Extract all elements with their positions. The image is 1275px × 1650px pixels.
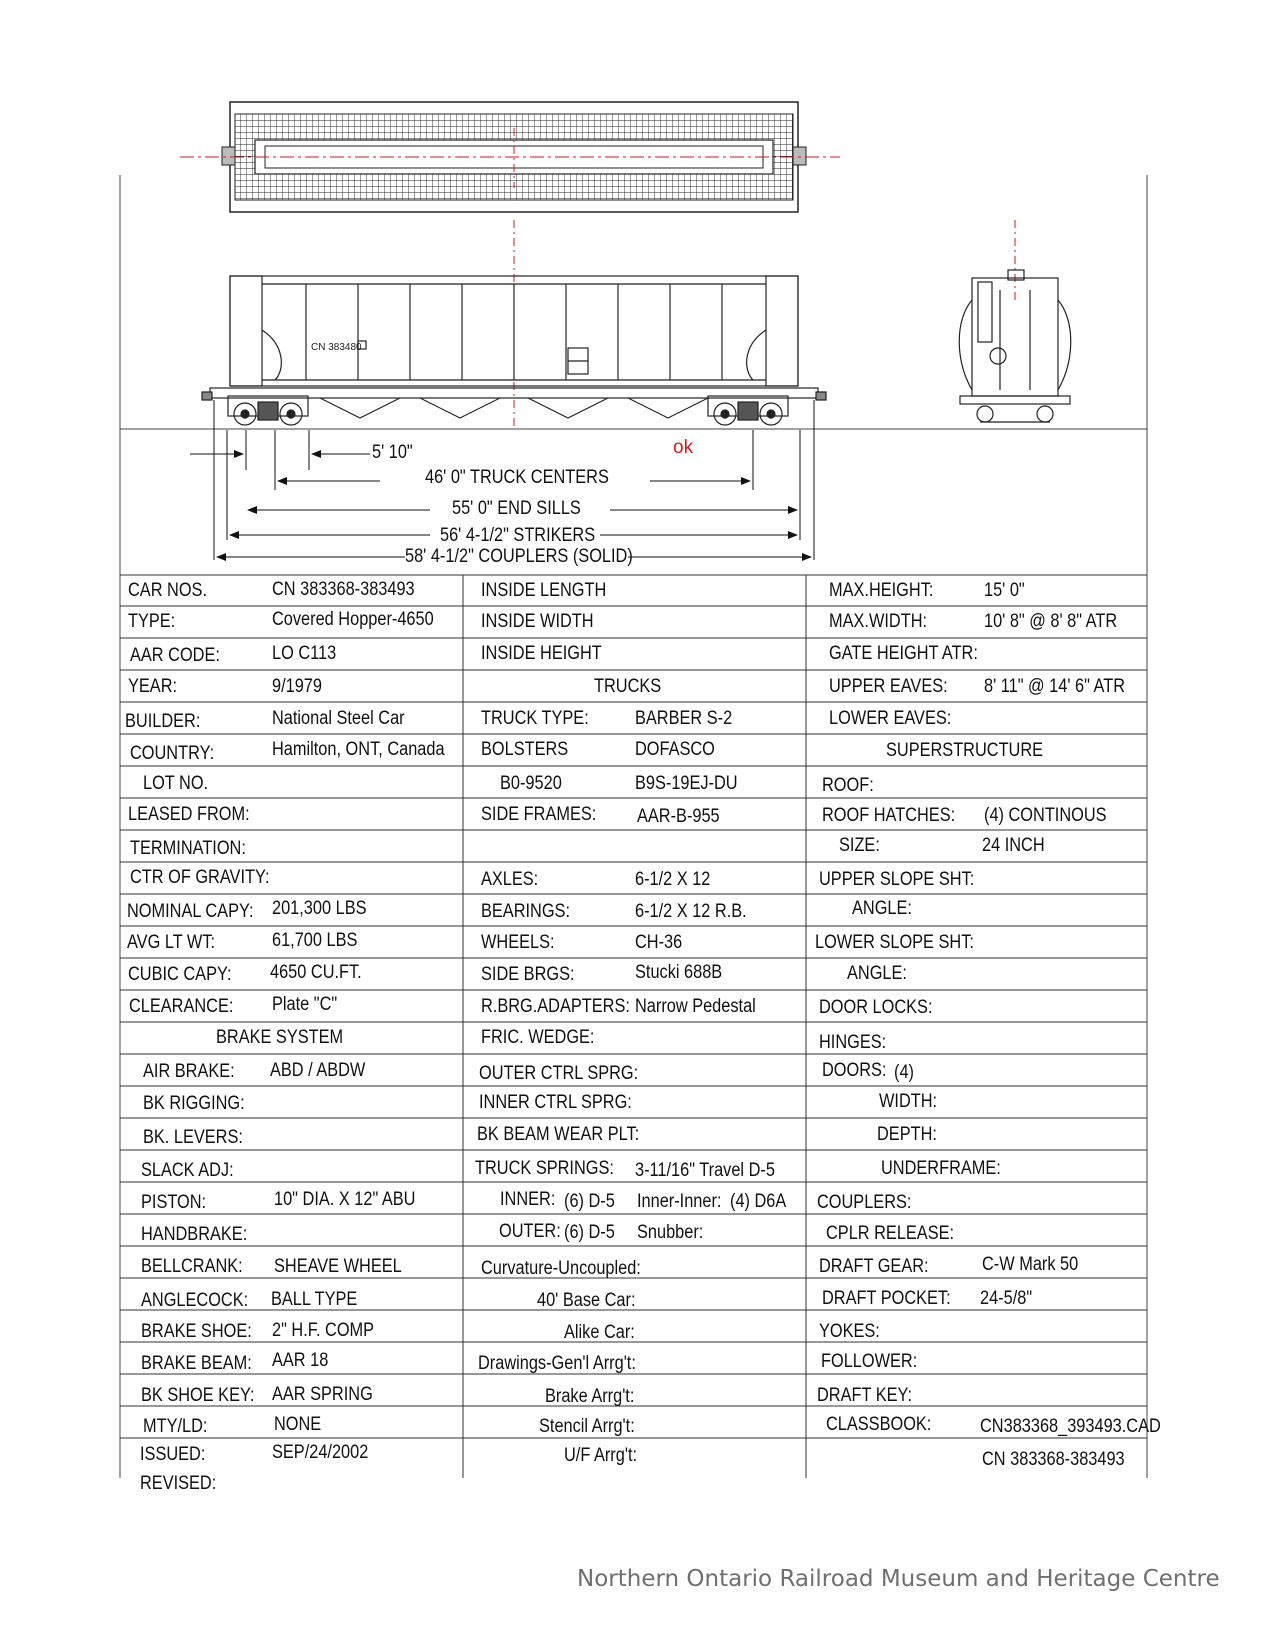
drawings-gen-label: Drawings-Gen'l Arrg't: xyxy=(478,1353,636,1374)
trucks-heading: TRUCKS xyxy=(594,676,662,697)
axles-label: AXLES: xyxy=(481,869,539,890)
ok-mark: ok xyxy=(673,437,694,458)
piston-label: PISTON: xyxy=(141,1192,207,1213)
bolster-part-no: B0-9520 xyxy=(500,773,562,794)
roof-label: ROOF: xyxy=(822,775,874,796)
air-brake-label: AIR BRAKE: xyxy=(143,1061,235,1082)
leased-from-label: LEASED FROM: xyxy=(128,804,250,825)
snubber-label: Snubber: xyxy=(637,1222,704,1243)
dim-5-10: 5' 10" xyxy=(372,442,413,463)
country-value: Hamilton, ONT, Canada xyxy=(272,739,445,760)
lower-eaves-label: LOWER EAVES: xyxy=(829,708,952,729)
bellcrank-value: SHEAVE WHEEL xyxy=(274,1256,402,1277)
brake-shoe-label: BRAKE SHOE: xyxy=(141,1321,252,1342)
max-height-label: MAX.HEIGHT: xyxy=(829,580,934,601)
inner-inner-value: (4) D6A xyxy=(730,1191,787,1212)
dim-end-sills: 55' 0" END SILLS xyxy=(452,498,581,519)
bolsters-value: DOFASCO xyxy=(635,739,715,760)
max-height-value: 15' 0" xyxy=(984,580,1025,601)
classbook-label: CLASSBOOK: xyxy=(826,1414,932,1435)
wheels-label: WHEELS: xyxy=(481,932,555,953)
uf-arrgt-label: U/F Arrg't: xyxy=(564,1445,638,1466)
aar-code-label: AAR CODE: xyxy=(130,645,220,666)
bearings-value: 6-1/2 X 12 R.B. xyxy=(635,901,747,922)
side-brgs-value: Stucki 688B xyxy=(635,962,723,983)
draft-gear-value: C-W Mark 50 xyxy=(982,1254,1079,1275)
underframe-heading: UNDERFRAME: xyxy=(881,1158,1001,1179)
bk-rigging-label: BK RIGGING: xyxy=(143,1093,245,1114)
doors-value: (4) xyxy=(894,1062,914,1083)
inner-value: (6) D-5 xyxy=(564,1191,615,1212)
side-frames-value: AAR-B-955 xyxy=(637,806,720,827)
side-frames-label: SIDE FRAMES: xyxy=(481,804,597,825)
bk-levers-label: BK. LEVERS: xyxy=(143,1127,243,1148)
issued-value: SEP/24/2002 xyxy=(272,1442,369,1463)
upper-slope-sht-label: UPPER SLOPE SHT: xyxy=(819,869,975,890)
roof-hatches-label: ROOF HATCHES: xyxy=(822,805,956,826)
truck-type-value: BARBER S-2 xyxy=(635,708,733,729)
plan-view xyxy=(180,102,840,212)
piston-value: 10" DIA. X 12" ABU xyxy=(274,1189,416,1210)
cplr-release-label: CPLR RELEASE: xyxy=(826,1223,955,1244)
upper-eaves-label: UPPER EAVES: xyxy=(829,676,948,697)
issued-label: ISSUED: xyxy=(140,1444,206,1465)
upper-eaves-value: 8' 11" @ 14' 6" ATR xyxy=(984,676,1126,697)
curvature-label: Curvature-Uncoupled: xyxy=(481,1258,641,1279)
clearance-label: CLEARANCE: xyxy=(129,996,234,1017)
inside-height-label: INSIDE HEIGHT xyxy=(481,643,602,664)
aar-code-value: LO C113 xyxy=(272,643,337,664)
stencil-arrgt-label: Stencil Arrg't: xyxy=(539,1416,635,1437)
car-number-range: CN 383368-383493 xyxy=(982,1449,1125,1470)
dim-truck-centers: 46' 0" TRUCK CENTERS xyxy=(425,467,609,488)
bolster-part-value: B9S-19EJ-DU xyxy=(635,773,738,794)
air-brake-value: ABD / ABDW xyxy=(270,1060,366,1081)
dim-strikers: 56' 4-1/2" STRIKERS xyxy=(440,525,596,546)
car-nos-value: CN 383368-383493 xyxy=(272,579,415,600)
outer-ctrl-sprg-label: OUTER CTRL SPRG: xyxy=(479,1063,639,1084)
clearance-value: Plate "C" xyxy=(272,994,338,1015)
inner-inner-label: Inner-Inner: xyxy=(637,1191,722,1212)
roof-hatches-value: (4) CONTINOUS xyxy=(984,805,1107,826)
r-brg-adapters-label: R.BRG.ADAPTERS: xyxy=(481,996,630,1017)
doors-label: DOORS: xyxy=(822,1060,887,1081)
yokes-label: YOKES: xyxy=(819,1321,880,1342)
bk-beam-wear-plt-label: BK BEAM WEAR PLT: xyxy=(477,1124,640,1145)
brake-shoe-value: 2" H.F. COMP xyxy=(272,1320,375,1341)
side-brgs-label: SIDE BRGS: xyxy=(481,964,575,985)
dim-couplers: 58' 4-1/2" COUPLERS (SOLID) xyxy=(405,546,633,567)
anglecock-label: ANGLECOCK: xyxy=(141,1290,249,1311)
mty-ld-value: NONE xyxy=(274,1414,322,1435)
slack-adj-label: SLACK ADJ: xyxy=(141,1160,234,1181)
ctr-gravity-label: CTR OF GRAVITY: xyxy=(130,867,270,888)
bellcrank-label: BELLCRANK: xyxy=(141,1256,243,1277)
alike-car-label: Alike Car: xyxy=(564,1322,635,1343)
hinges-label: HINGES: xyxy=(819,1032,887,1053)
bk-shoe-key-value: AAR SPRING xyxy=(272,1384,373,1405)
superstructure-heading: SUPERSTRUCTURE xyxy=(886,740,1044,761)
avg-lt-wt-label: AVG LT WT: xyxy=(127,932,216,953)
car-marking: CN 383480 xyxy=(311,342,362,353)
brake-beam-label: BRAKE BEAM: xyxy=(141,1353,252,1374)
cubic-capy-label: CUBIC CAPY: xyxy=(128,964,232,985)
classbook-value: CN383368_393493.CAD xyxy=(980,1416,1161,1437)
end-view xyxy=(959,220,1071,422)
nominal-capy-value: 201,300 LBS xyxy=(272,898,367,919)
inner-ctrl-sprg-label: INNER CTRL SPRG: xyxy=(479,1092,632,1113)
avg-lt-wt-value: 61,700 LBS xyxy=(272,930,358,951)
year-label: YEAR: xyxy=(128,676,178,697)
brake-system-heading: BRAKE SYSTEM xyxy=(216,1027,344,1048)
angle-2-label: ANGLE: xyxy=(847,963,907,984)
base-car-label: 40' Base Car: xyxy=(537,1290,636,1311)
follower-label: FOLLOWER: xyxy=(821,1351,918,1372)
brake-arrgt-label: Brake Arrg't: xyxy=(545,1386,635,1407)
type-label: TYPE: xyxy=(128,611,176,632)
max-width-value: 10' 8" @ 8' 8" ATR xyxy=(984,611,1118,632)
bearings-label: BEARINGS: xyxy=(481,901,570,922)
outer-label: OUTER: xyxy=(499,1221,561,1242)
termination-label: TERMINATION: xyxy=(130,838,246,859)
builder-label: BUILDER: xyxy=(125,711,201,732)
width-label: WIDTH: xyxy=(879,1091,938,1112)
depth-label: DEPTH: xyxy=(877,1124,937,1145)
cubic-capy-value: 4650 CU.FT. xyxy=(270,962,362,983)
side-view xyxy=(202,220,826,430)
wheels-value: CH-36 xyxy=(635,932,683,953)
lot-no-label: LOT NO. xyxy=(143,773,209,794)
fric-wedge-label: FRIC. WEDGE: xyxy=(481,1027,595,1048)
builder-value: National Steel Car xyxy=(272,708,405,729)
couplers-label: COUPLERS: xyxy=(817,1192,912,1213)
museum-credit: Northern Ontario Railroad Museum and Heritage Centre xyxy=(577,1566,1220,1592)
draft-key-label: DRAFT KEY: xyxy=(817,1385,913,1406)
gate-height-label: GATE HEIGHT ATR: xyxy=(829,643,978,664)
inside-width-label: INSIDE WIDTH xyxy=(481,611,594,632)
country-label: COUNTRY: xyxy=(130,743,215,764)
anglecock-value: BALL TYPE xyxy=(271,1289,358,1310)
inner-label: INNER: xyxy=(500,1189,556,1210)
mty-ld-label: MTY/LD: xyxy=(143,1416,208,1437)
truck-type-label: TRUCK TYPE: xyxy=(481,708,589,729)
year-value: 9/1979 xyxy=(272,676,322,697)
max-width-label: MAX.WIDTH: xyxy=(829,611,928,632)
draft-gear-label: DRAFT GEAR: xyxy=(819,1256,929,1277)
inside-length-label: INSIDE LENGTH xyxy=(481,580,607,601)
bk-shoe-key-label: BK SHOE KEY: xyxy=(141,1385,255,1406)
bolsters-label: BOLSTERS xyxy=(481,739,569,760)
size-value: 24 INCH xyxy=(982,835,1045,856)
lower-slope-sht-label: LOWER SLOPE SHT: xyxy=(815,932,974,953)
revised-label: REVISED: xyxy=(140,1473,217,1494)
truck-springs-value: 3-11/16" Travel D-5 xyxy=(635,1160,775,1181)
nominal-capy-label: NOMINAL CAPY: xyxy=(127,901,254,922)
r-brg-adapters-value: Narrow Pedestal xyxy=(635,996,756,1017)
angle-1-label: ANGLE: xyxy=(852,898,912,919)
draft-pocket-value: 24-5/8" xyxy=(980,1288,1033,1309)
truck-springs-label: TRUCK SPRINGS: xyxy=(475,1158,614,1179)
type-value: Covered Hopper-4650 xyxy=(272,609,434,630)
axles-value: 6-1/2 X 12 xyxy=(635,869,711,890)
outer-value: (6) D-5 xyxy=(564,1222,615,1243)
size-label: SIZE: xyxy=(839,835,880,856)
handbrake-label: HANDBRAKE: xyxy=(141,1224,248,1245)
car-nos-label: CAR NOS. xyxy=(128,580,207,601)
brake-beam-value: AAR 18 xyxy=(272,1350,329,1371)
draft-pocket-label: DRAFT POCKET: xyxy=(822,1288,951,1309)
door-locks-label: DOOR LOCKS: xyxy=(819,997,933,1018)
